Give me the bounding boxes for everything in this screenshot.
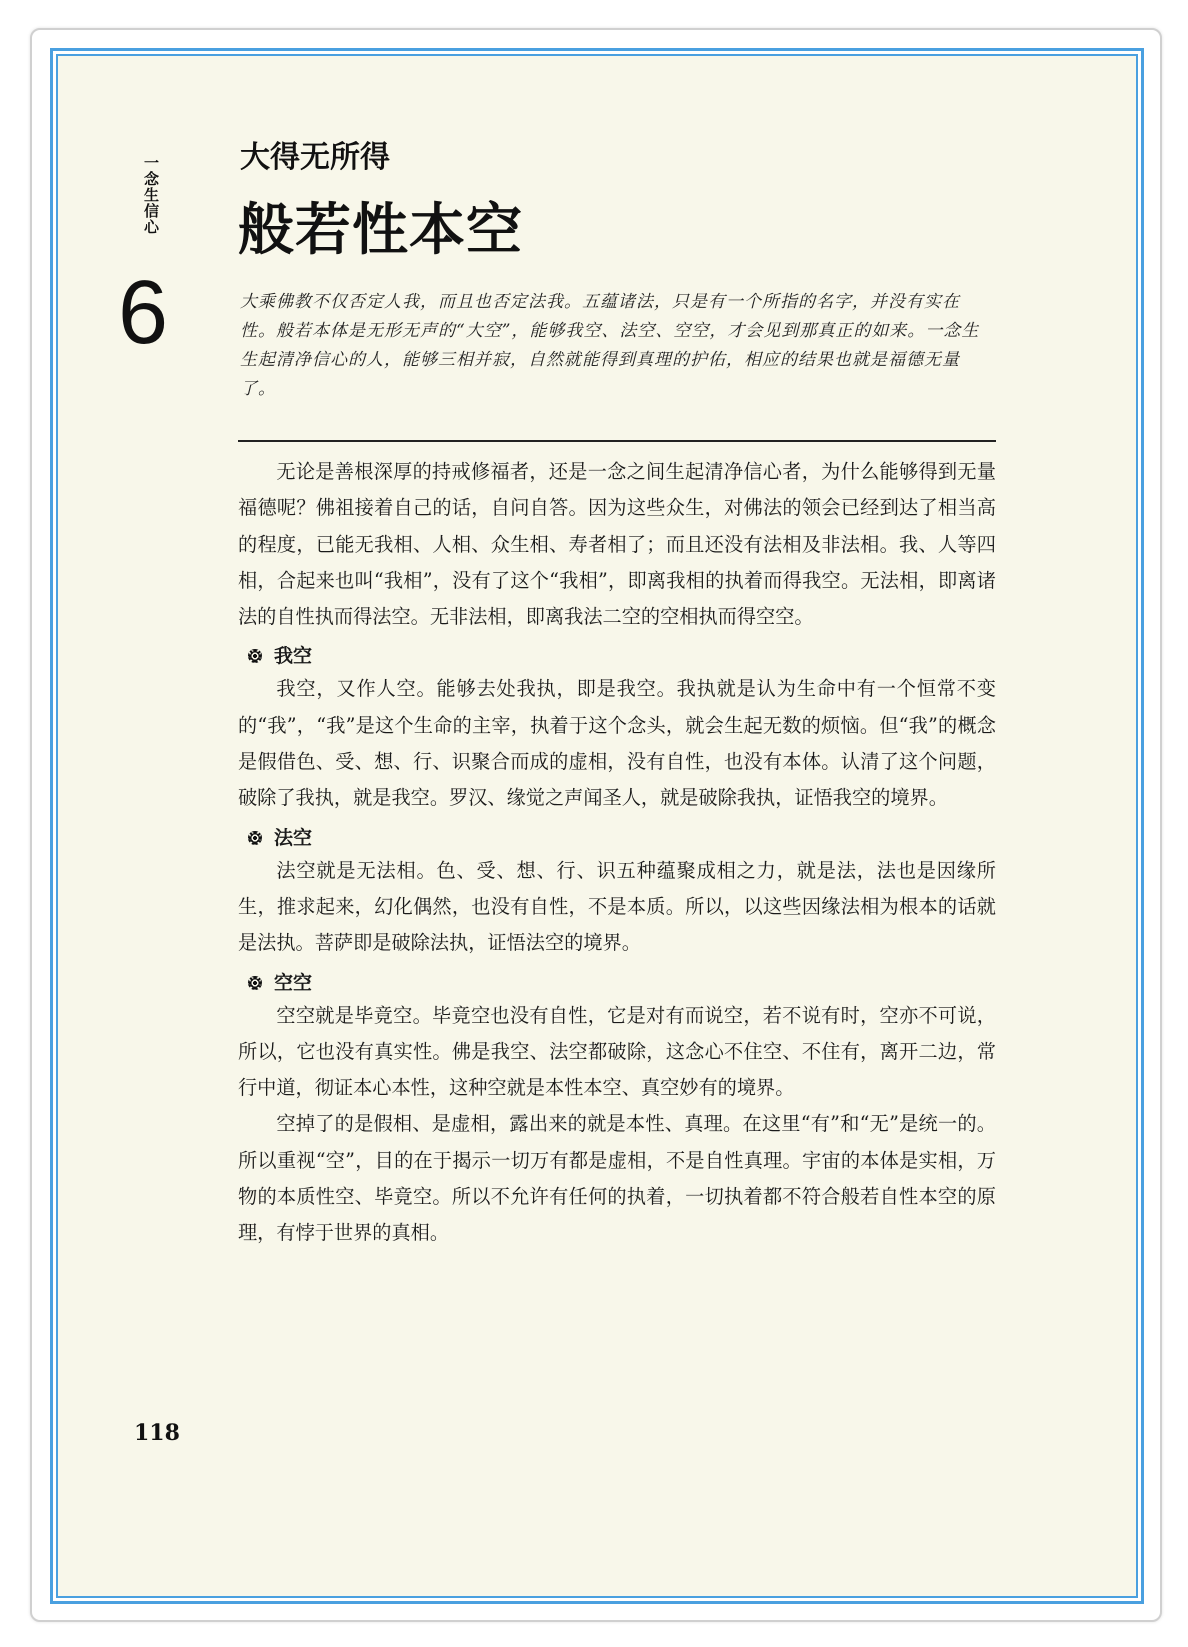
page-number: 118 <box>134 1420 180 1446</box>
section-heading <box>238 824 996 852</box>
section-heading <box>238 642 996 670</box>
section-heading-label: 我空 <box>274 645 313 668</box>
flower-bullet-icon <box>248 649 262 663</box>
section-heading-label: 空空 <box>274 971 313 994</box>
chapter-title: 般若性本空 <box>238 198 523 263</box>
section-paragraph: 空掉了的是假相、是虚相，露出来的就是本性、真理。在这里“有”和“无”是统一的。所以重视“空”，目的在于揭示一切万有都是虚相，不是自性真理。宇宙的本体是实相，万物的本质性空、毕竟空。所以不允许有任何的执着，一切执着都不符合般若自性本空的原理，有悖于世界的真相。 <box>238 1112 996 1245</box>
chapter-subtitle: 大得无所得 <box>240 140 390 175</box>
chapter-intro: 大乘佛教不仅否定人我，而且也否定法我。五蕴诸法，只是有一个所指的名字，并没有实在性。般若本体是无形无声的“大空”，能够我空、法空、空空，才会见到那真正的如来。一念生生起清净信心的人，能够三相并寂，自然就能得到真理的护佑，相应的结果也就是福德无量了。 <box>240 292 980 399</box>
body-paragraph: 无论是善根深厚的持戒修福者，还是一念之间生起清净信心者，为什么能够得到无量福德呢？佛祖接着自己的话，自问自答。因为这些众生，对佛法的领会已经到达了相当高的程度，已能无我相、人相、众生相、寿者相了；而且还没有法相及非法相。我、人等四相，合起来也叫“我相”，没有了这个“我相”，即离我相的执着而得我空。无法相，即离诸法的自性执而得法空。无非法相，即离我法二空的空相执而得空空。 <box>238 460 996 629</box>
body-text <box>238 454 996 1252</box>
section-paragraph: 空空就是毕竟空。毕竟空也没有自性，它是对有而说空，若不说有时，空亦不可说，所以，它也没有真实性。佛是我空、法空都破除，这念心不住空、不住有，离开二边，常行中道，彻证本心本性，这种空就是本性本空、真空妙有的境界。 <box>238 1003 996 1100</box>
intro-divider <box>238 440 996 442</box>
section-heading <box>238 969 996 997</box>
flower-bullet-icon <box>248 831 262 845</box>
side-chapter-label: 一念生信心 <box>142 155 160 235</box>
flower-bullet-icon <box>248 976 262 990</box>
section-paragraph: 法空就是无法相。色、受、想、行、识五种蕴聚成相之力，就是法，法也是因缘所生，推求起来，幻化偶然，也没有自性，不是本质。所以，以这些因缘法相为根本的话就是法执。菩萨即是破除法执，证悟法空的境界。 <box>238 858 996 955</box>
section-paragraph: 我空，又作人空。能够去处我执，即是我空。我执就是认为生命中有一个恒常不变的“我”，“我”是这个生命的主宰，执着于这个念头，就会生起无数的烦恼。但“我”的概念是假借色、受、想、行、识聚合而成的虚相，没有自性，也没有本体。认清了这个问题，破除了我执，就是我空。罗汉、缘觉之声闻圣人，就是破除我执，证悟我空的境界。 <box>238 677 996 810</box>
chapter-number: 6 <box>118 263 169 363</box>
section-heading-label: 法空 <box>274 826 313 849</box>
